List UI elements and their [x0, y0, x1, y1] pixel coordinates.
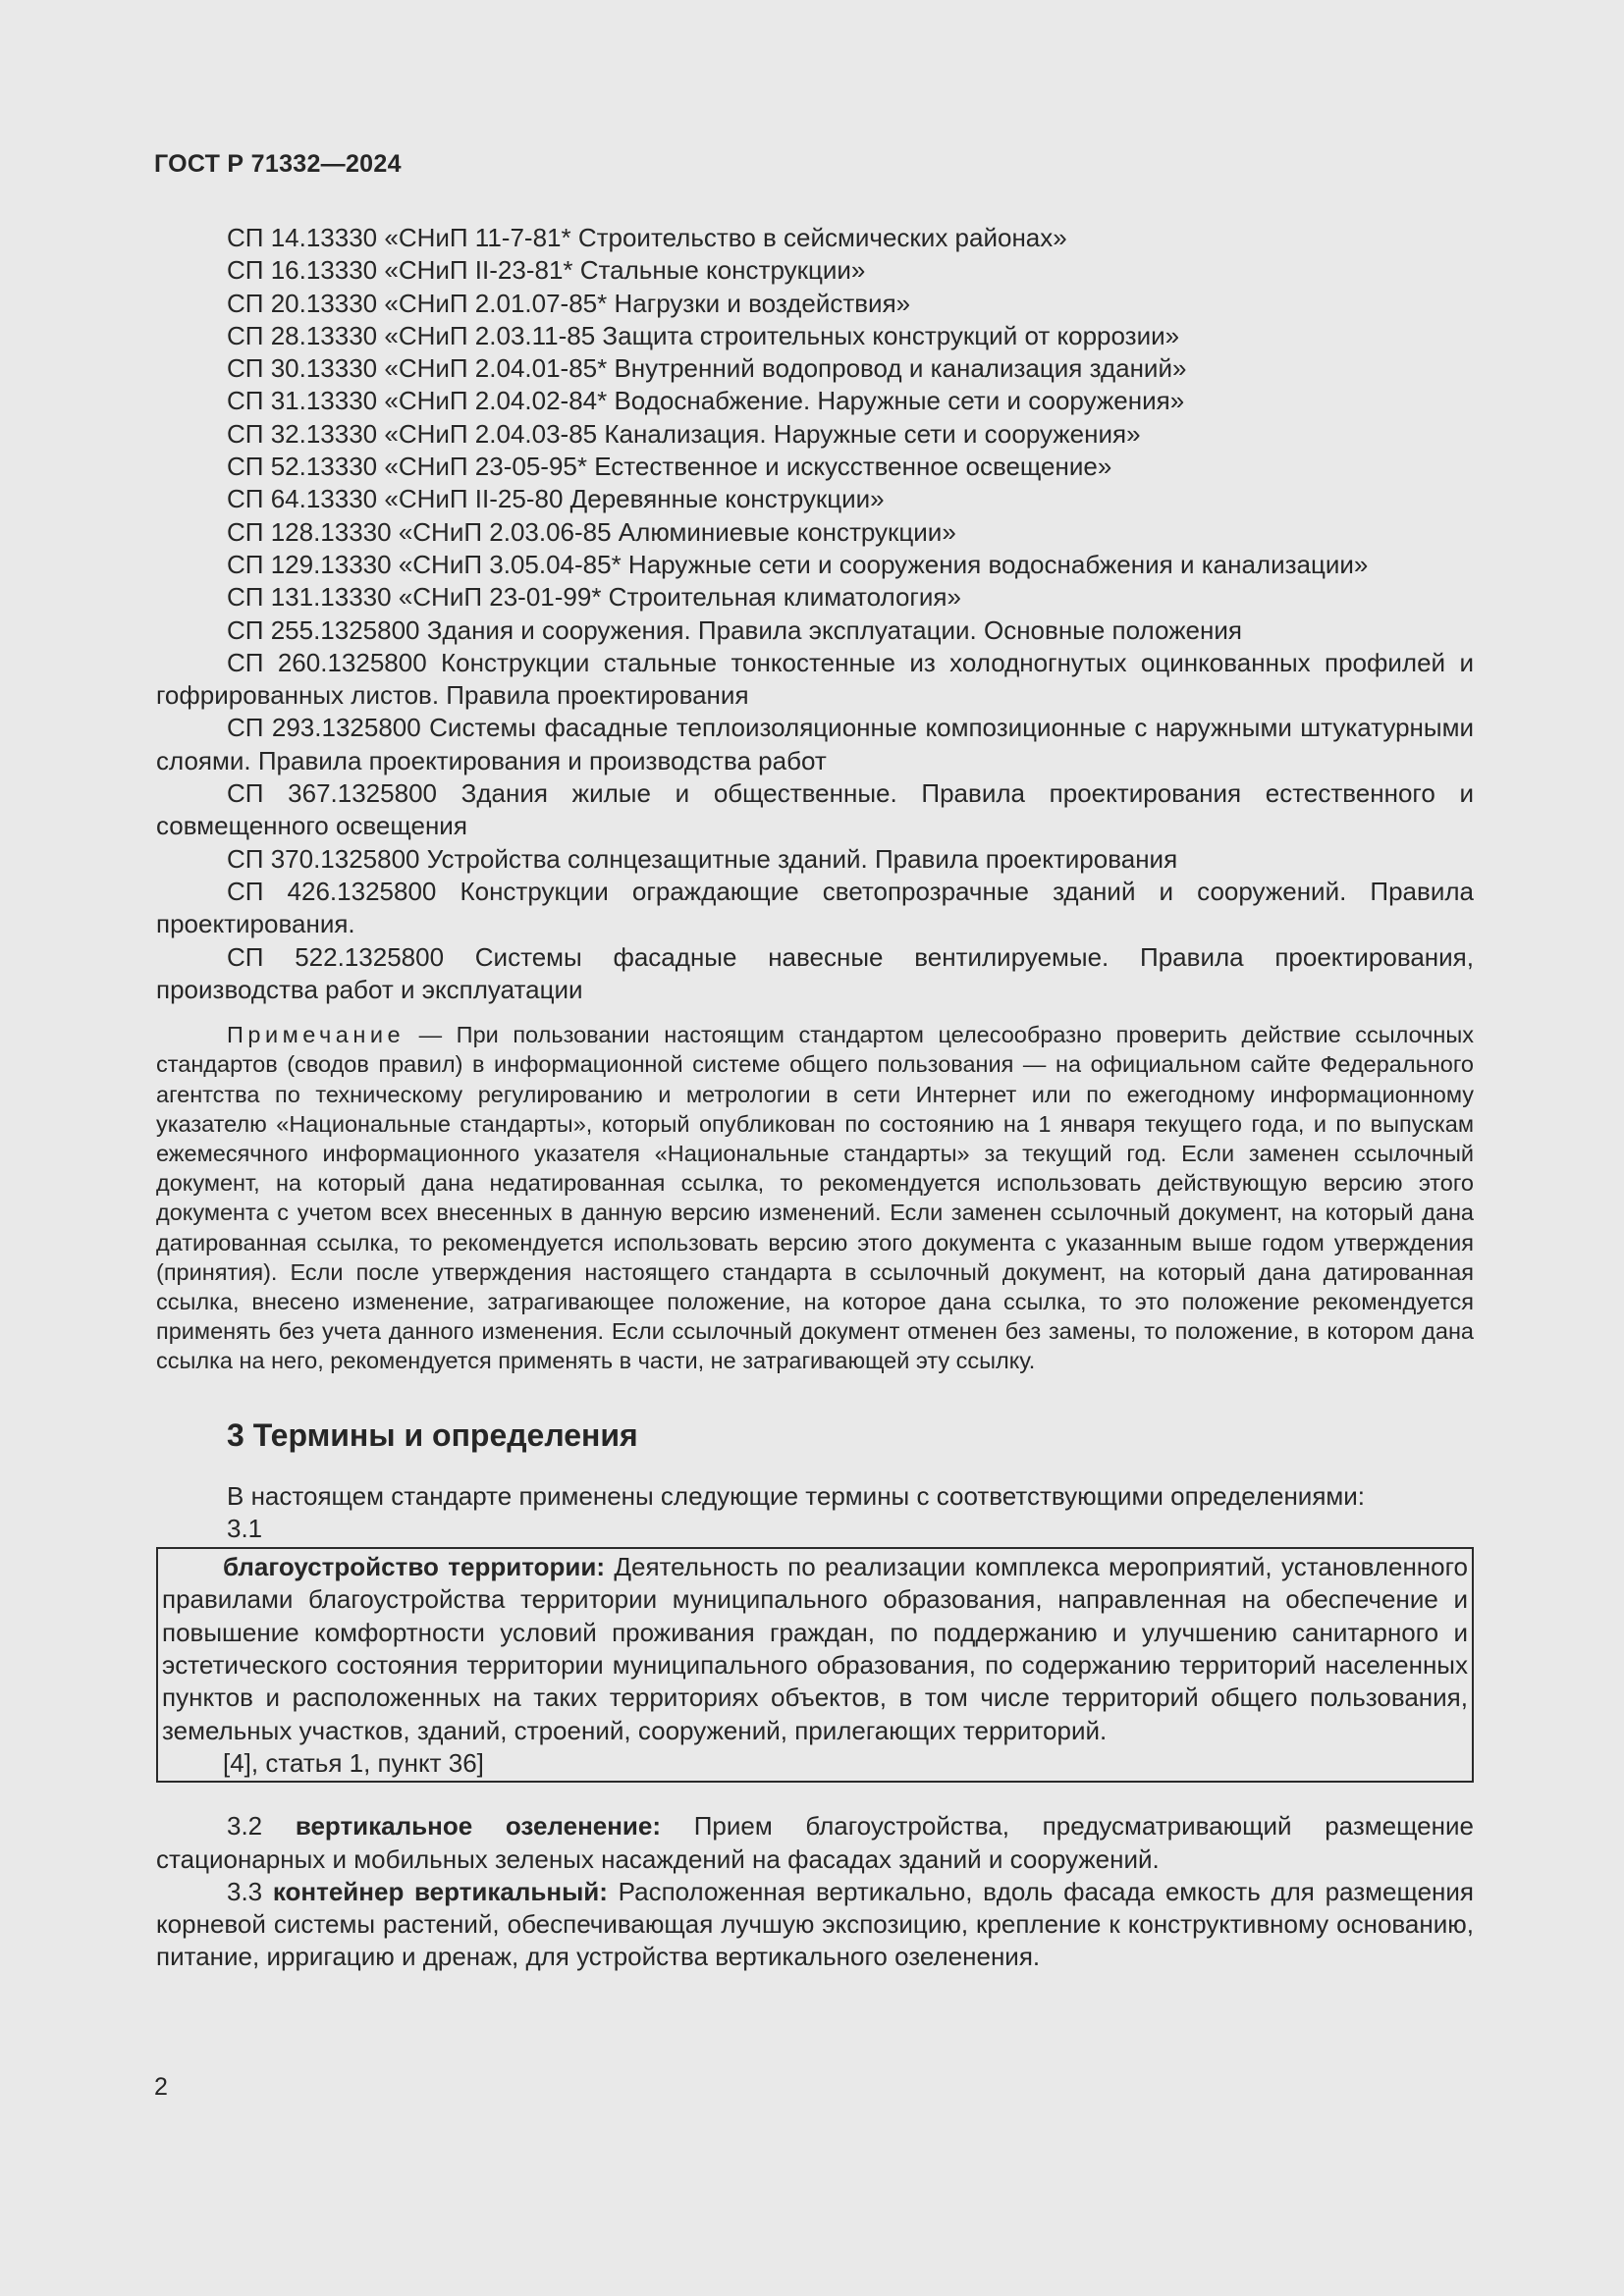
reference-item: СП 28.13330 «СНиП 2.03.11-85 Защита строительных конструкций от коррозии»: [227, 320, 1180, 350]
reference-item: СП 131.13330 «СНиП 23-01-99* Строительная климатология»: [227, 582, 961, 613]
term-definition-text: Расположенная вертикально, вдоль фасада емкость для размещения корневой системы растений, обеспечивающая лучшую экспозицию, крепление к конструктивному основанию, питание, ирригацию и дренаж, для устройства вертикального озеленения.: [156, 1876, 1474, 1972]
reference-item: СП 64.13330 «СНиП II-25-80 Деревянные конструкции»: [227, 484, 885, 514]
term-name: вертикальное озеленение:: [295, 1811, 662, 1842]
term-definition: [156, 1810, 1474, 1876]
note-text: — При пользовании настоящим стандартом целесообразно проверить действие ссылочных стандартов (сводов правил) в информационной системе общего пользования — на официальном сайте Федерального агентства по техническому регулированию и метрологии в сети Интернет или по ежегодному информационному указателю «Национальные стандарты», который опубликован по состоянию на 1 января текущего года, и по выпускам ежемесячного информационного указателя «Национальные стандарты» за текущий год. Если заменен ссылочный документ, на который дана недатированная ссылка, то рекомендуется использовать действующую версию этого документа с учетом всех внесенных в данную версию изменений. Если заменен ссылочный документ, на который дана датированная ссылка, то рекомендуется использовать версию этого документа с указанным выше годом утверждения (принятия). Если после утверждения настоящего стандарта в ссылочный документ, на который дана датированная ссылка, внесено изменение, затрагивающее положение, на которое дана ссылка, то это положение рекомендуется применять без учета данного изменения. Если ссылочный документ отменен без замены, то положение, в котором дана ссылка на него, рекомендуется применять в части, не затрагивающей эту ссылку.: [156, 1022, 1474, 1374]
reference-item: СП 20.13330 «СНиП 2.01.07-85* Нагрузки и воздействия»: [227, 288, 911, 318]
reference-item: СП 32.13330 «СНиП 2.04.03-85 Канализация. Наружные сети и сооружения»: [227, 418, 1141, 449]
reference-item: СП 129.13330 «СНиП 3.05.04-85* Наружные сети и сооружения водоснабжения и канализации»: [227, 549, 1369, 579]
framed-term-definition: [156, 1547, 1474, 1783]
document-code-header: ГОСТ Р 71332—2024: [154, 150, 402, 178]
section-heading: 3 Термины и определения: [227, 1416, 638, 1453]
reference-item: СП 128.13330 «СНиП 2.03.06-85 Алюминиевые конструкции»: [227, 516, 956, 547]
section-lead-text: В настоящем стандарте применены следующие термины с соответствующими определениями:: [227, 1480, 1366, 1511]
term-number: 3.3: [227, 1876, 273, 1906]
page-number: 2: [154, 2073, 168, 2101]
reference-item: СП 52.13330 «СНиП 23-05-95* Естественное и искусственное освещение»: [227, 452, 1112, 482]
term-number: 3.1: [227, 1513, 263, 1543]
reference-item: СП 260.1325800 Конструкции стальные тонкостенные из холодногнутых оцинкованных профилей и гофрированных листов. Правила проектирования: [156, 647, 1474, 711]
note-label: Примечание: [227, 1022, 406, 1048]
reference-item: СП 16.13330 «СНиП II-23-81* Стальные конструкции»: [227, 255, 866, 286]
term-name: контейнер вертикальный:: [272, 1876, 608, 1906]
term-definition: [162, 1551, 1468, 1747]
term-definition-text: Деятельность по реализации комплекса мероприятий, установленного правилами благоустройства территории муниципального образования, направленная на обеспечение и повышение комфортности условий проживания граждан, по поддержанию и улучшению санитарного и эстетического состояния территории муниципального образования, по содержанию территорий населенных пунктов и расположенных на таких территориях объектов, в том числе территорий общего пользования, земельных участков, зданий, строений, сооружений, прилегающих территорий.: [162, 1552, 1469, 1745]
reference-item: СП 370.1325800 Устройства солнцезащитные зданий. Правила проектирования: [227, 843, 1178, 874]
reference-item: СП 30.13330 «СНиП 2.04.01-85* Внутренний водопровод и канализация зданий»: [227, 353, 1187, 384]
reference-item: СП 31.13330 «СНиП 2.04.02-84* Водоснабжение. Наружные сети и сооружения»: [227, 386, 1185, 416]
page-body: [156, 222, 1474, 1974]
term-number: 3.2: [227, 1811, 296, 1842]
note-paragraph: [156, 1020, 1474, 1375]
term-definition: [156, 1876, 1474, 1974]
reference-item: СП 14.13330 «СНиП 11-7-81* Строительство в сейсмических районах»: [227, 223, 1067, 252]
reference-item: СП 255.1325800 Здания и сооружения. Правила эксплуатации. Основные положения: [227, 614, 1242, 645]
reference-item: СП 426.1325800 Конструкции ограждающие светопрозрачные зданий и сооружений. Правила проектирования.: [156, 876, 1474, 939]
term-name: благоустройство территории:: [223, 1552, 605, 1582]
term-source: [4], статья 1, пункт 36]: [223, 1747, 484, 1778]
reference-item: СП 293.1325800 Системы фасадные теплоизоляционные композиционные с наружными штукатурными слоями. Правила проектирования и производства работ: [156, 713, 1474, 775]
normative-references-list: [156, 222, 1474, 1006]
reference-item: СП 367.1325800 Здания жилые и общественные. Правила проектирования естественного и совмещенного освещения: [156, 778, 1474, 841]
term-definition-text: Прием благоустройства, предусматривающий размещение стационарных и мобильных зеленых насаждений на фасадах зданий и сооружений.: [156, 1811, 1474, 1874]
reference-item: СП 522.1325800 Системы фасадные навесные вентилируемые. Правила проектирования, производства работ и эксплуатации: [156, 941, 1474, 1004]
